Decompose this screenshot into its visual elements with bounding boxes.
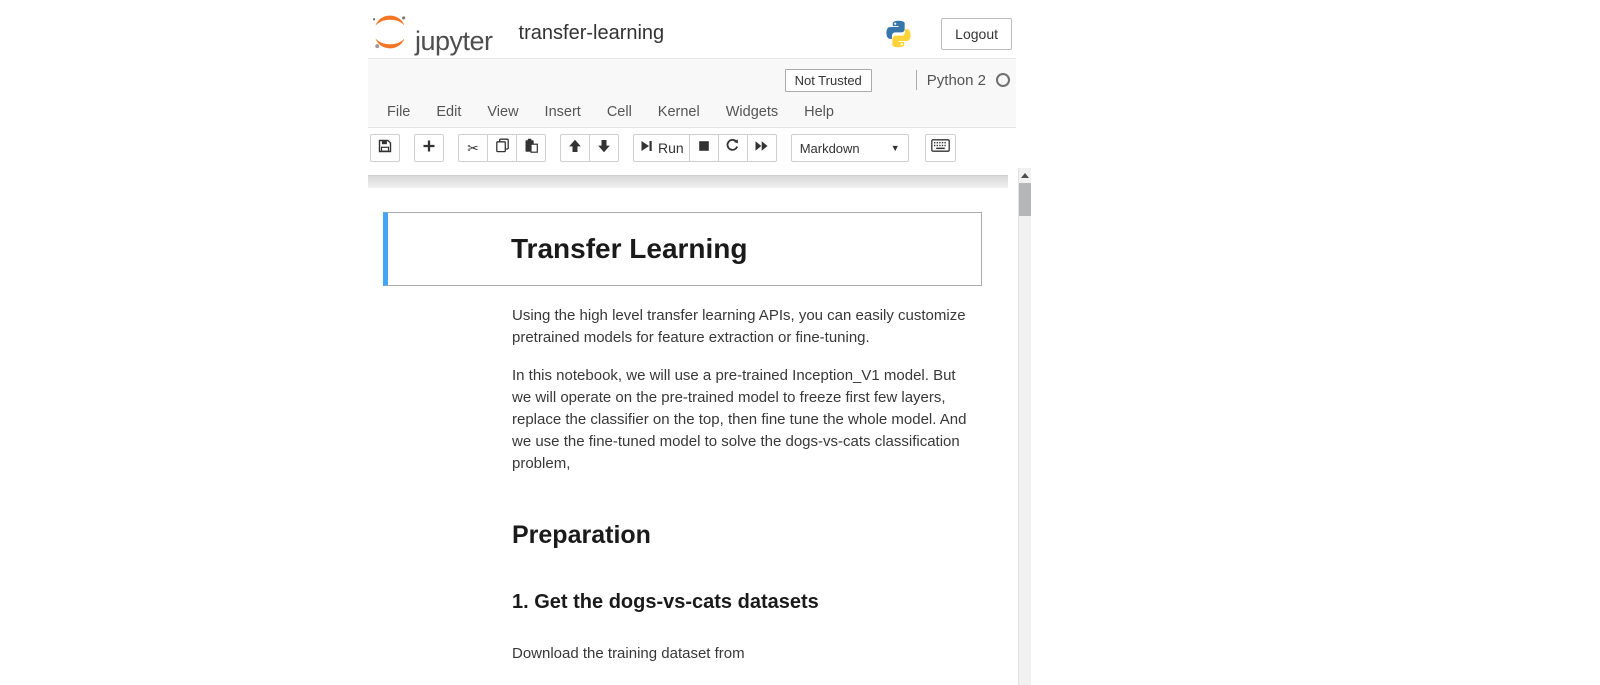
copy-icon xyxy=(495,138,510,158)
status-row xyxy=(374,66,1010,94)
download-paragraph: Download the training dataset from xyxy=(512,645,745,662)
restart-kernel-icon xyxy=(725,138,740,158)
menu-insert[interactable]: Insert xyxy=(544,104,581,120)
menu-edit[interactable]: Edit xyxy=(436,104,462,120)
cell-type-dropdown[interactable] xyxy=(791,134,909,162)
kernel-separator xyxy=(916,70,917,90)
scroll-up-arrow-icon xyxy=(1021,173,1029,178)
menu-help[interactable]: Help xyxy=(804,104,834,120)
notebook-h2-preparation: Preparation xyxy=(512,521,651,549)
menu-widgets[interactable]: Widgets xyxy=(725,104,779,120)
kernel-name: Python 2 xyxy=(926,71,986,89)
restart-kernel-button[interactable] xyxy=(718,134,748,162)
notebook-app xyxy=(368,0,1016,685)
scroll-up-button[interactable] xyxy=(1019,168,1031,182)
logout-button[interactable]: Logout xyxy=(941,18,1012,50)
jupyter-logo[interactable] xyxy=(370,13,493,56)
kernel-idle-icon xyxy=(996,73,1010,87)
cut-icon: ✂ xyxy=(467,140,479,156)
chevron-down-icon: ▼ xyxy=(890,143,900,153)
markdown-cell-intro[interactable] xyxy=(512,305,974,665)
notebook-title[interactable]: transfer-learning xyxy=(518,21,665,44)
restart-run-all-icon xyxy=(754,139,769,158)
trust-badge[interactable]: Not Trusted xyxy=(785,69,872,92)
insert-cell-below-button[interactable] xyxy=(414,134,444,162)
notebook-h3-datasets: 1. Get the dogs-vs-cats datasets xyxy=(512,591,819,613)
menu-band xyxy=(368,58,1016,128)
paste-icon xyxy=(524,138,539,158)
interrupt-kernel-button[interactable] xyxy=(689,134,719,162)
toolbar xyxy=(368,128,1016,170)
jupyter-logo-text: jupyter xyxy=(415,25,493,56)
run-cell-button[interactable] xyxy=(633,134,690,162)
copy-cells-button[interactable] xyxy=(487,134,517,162)
markdown-cell-title-selected[interactable] xyxy=(383,212,982,286)
move-cell-up-button[interactable] xyxy=(560,134,590,162)
menu-kernel[interactable]: Kernel xyxy=(657,104,700,120)
scrollbar-thumb[interactable] xyxy=(1019,183,1031,216)
notebook-container xyxy=(368,188,1016,665)
keyboard-icon xyxy=(931,138,950,158)
notebook-h1: Transfer Learning xyxy=(511,233,748,264)
intro-paragraph-2: In this notebook, we will use a pre-trained Inception_V1 model. But we will operate on the pre-trained model to freeze first few layers, replace the classifier on the top, then fine tune the whole model. And we use the fine-tuned model to solve the dogs-vs-cats classification problem, xyxy=(512,367,967,472)
menubar xyxy=(374,95,1010,129)
run-label: Run xyxy=(658,140,684,156)
add-cell-icon xyxy=(422,139,436,158)
jupyter-logo-icon xyxy=(370,13,410,56)
cell-type-value: Markdown xyxy=(799,140,860,156)
paste-cells-button[interactable] xyxy=(516,134,546,162)
python-logo-icon xyxy=(884,19,913,49)
header-shadow-strip xyxy=(368,175,1008,188)
intro-paragraph-1: Using the high level transfer learning APIs, you can easily customize pretrained models for feature extraction or fine-tuning. xyxy=(512,307,966,346)
app-header xyxy=(368,0,1016,58)
move-up-icon xyxy=(568,139,582,158)
run-icon xyxy=(639,139,653,158)
stop-icon xyxy=(697,139,711,158)
save-button[interactable] xyxy=(370,134,400,162)
vertical-scrollbar[interactable] xyxy=(1018,168,1031,685)
menu-file[interactable]: File xyxy=(387,104,411,120)
menu-view[interactable]: View xyxy=(487,104,519,120)
command-palette-button[interactable] xyxy=(925,134,956,162)
cut-cells-button[interactable] xyxy=(458,134,488,162)
move-down-icon xyxy=(597,139,611,158)
move-cell-down-button[interactable] xyxy=(589,134,619,162)
menu-cell[interactable]: Cell xyxy=(606,104,632,120)
save-icon xyxy=(378,139,392,158)
restart-run-all-button[interactable] xyxy=(747,134,777,162)
